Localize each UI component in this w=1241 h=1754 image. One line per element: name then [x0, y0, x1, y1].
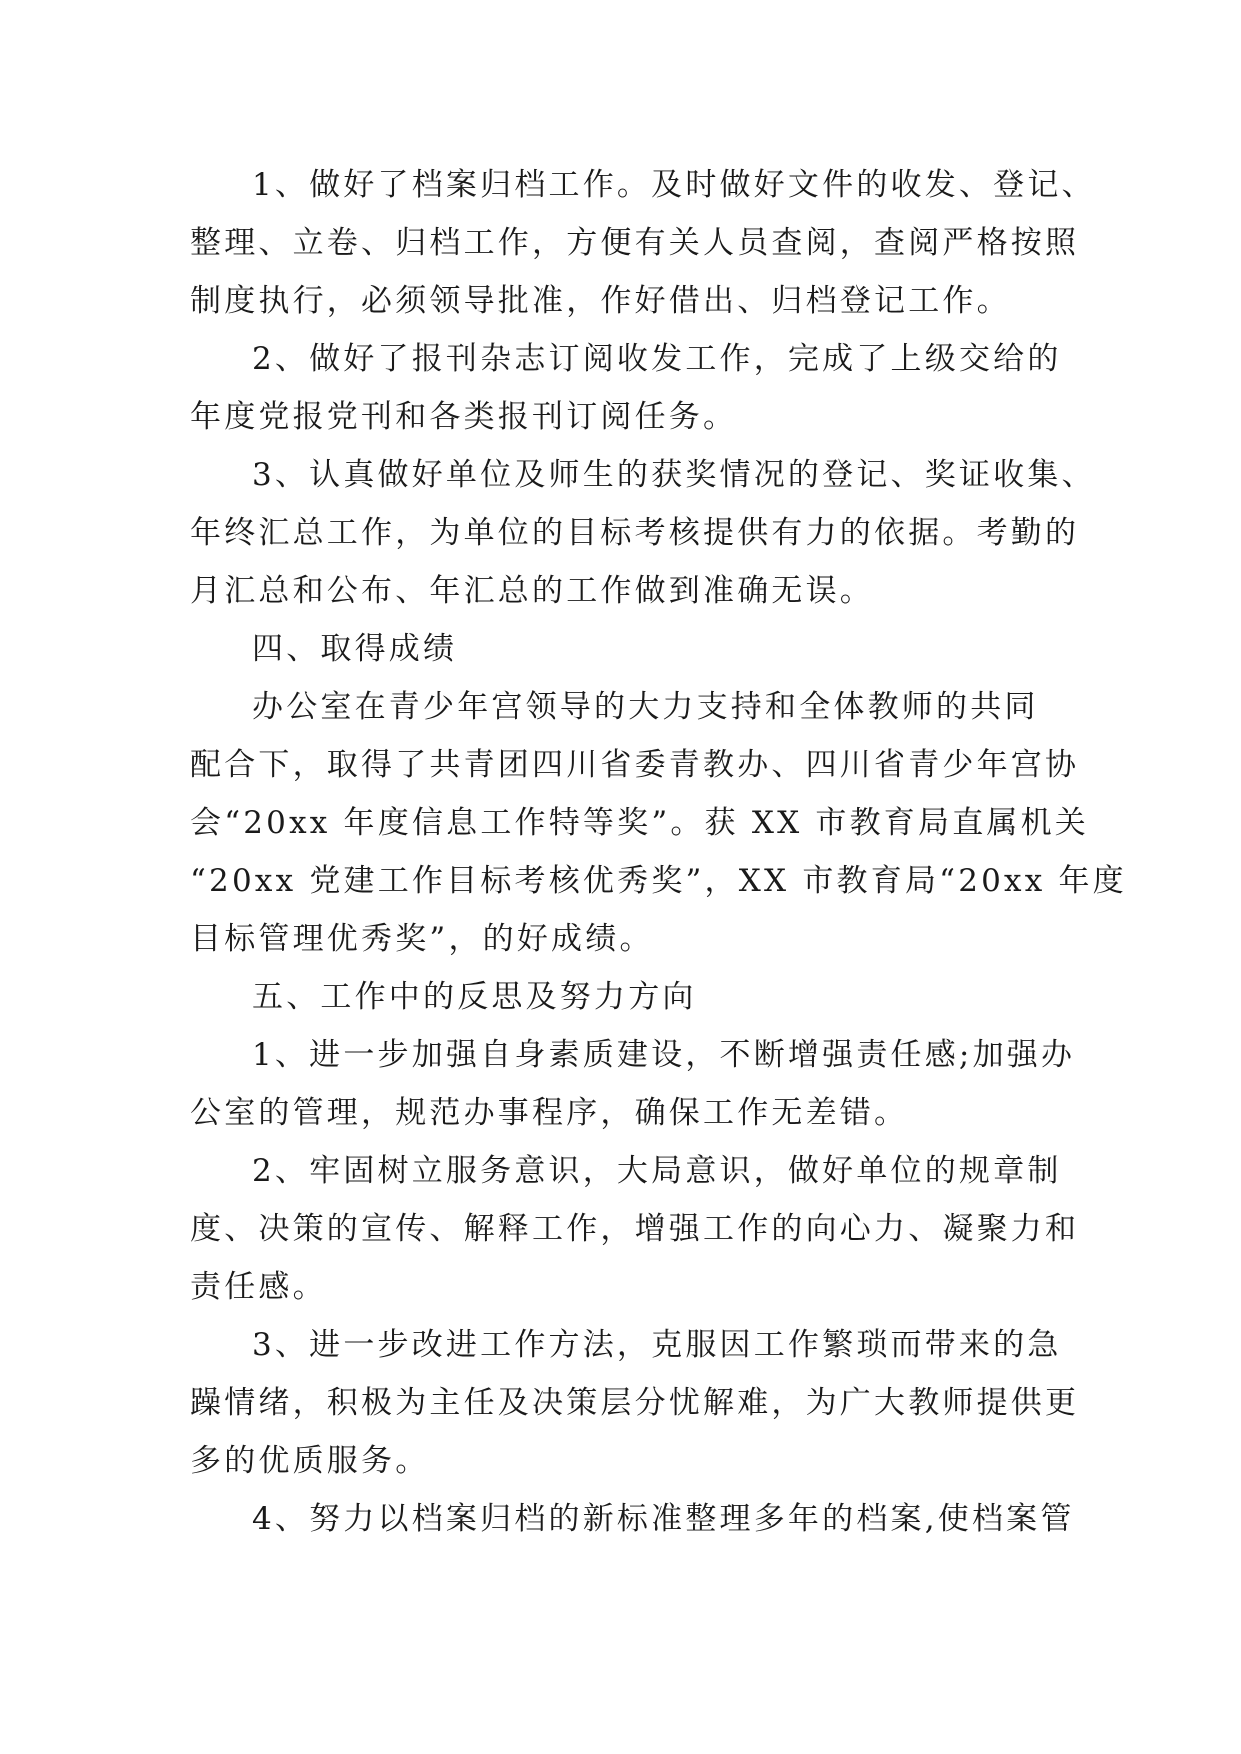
text-line: 3、进一步改进工作方法，克服因工作繁琐而带来的急 [252, 1327, 1062, 1363]
text-line: 躁情绪，积极为主任及决策层分忧解难，为广大教师提供更 [190, 1385, 1080, 1421]
text-line: 月汇总和公布、年汇总的工作做到准确无误。 [190, 573, 874, 609]
text-line: 2、牢固树立服务意识，大局意识，做好单位的规章制 [252, 1153, 1062, 1189]
text-line: 3、认真做好单位及师生的获奖情况的登记、奖证收集、 [252, 457, 1096, 493]
section-heading: 五、工作中的反思及努力方向 [252, 979, 697, 1015]
text-line: 1、做好了档案归档工作。及时做好文件的收发、登记、 [252, 167, 1096, 203]
text-line: 配合下，取得了共青团四川省委青教办、四川省青少年宫协 [190, 747, 1080, 783]
text-line: 年终汇总工作，为单位的目标考核提供有力的依据。考勤的 [190, 515, 1080, 551]
text-line: 4、努力以档案归档的新标准整理多年的档案,使档案管 [252, 1501, 1075, 1537]
text-line: 多的优质服务。 [190, 1443, 430, 1479]
section-heading: 四、取得成绩 [252, 631, 458, 667]
text-line: 1、进一步加强自身素质建设，不断增强责任感;加强办 [252, 1037, 1076, 1073]
text-line: 办公室在青少年宫领导的大力支持和全体教师的共同 [252, 689, 1039, 725]
text-line: 责任感。 [190, 1269, 327, 1305]
text-line: “20xx 党建工作目标考核优秀奖”，XX 市教育局“20xx 年度 [190, 863, 1127, 899]
text-line: 公室的管理，规范办事程序，确保工作无差错。 [190, 1095, 909, 1131]
text-line: 制度执行，必须领导批准，作好借出、归档登记工作。 [190, 283, 1011, 319]
text-line: 2、做好了报刊杂志订阅收发工作，完成了上级交给的 [252, 341, 1062, 377]
text-line: 整理、立卷、归档工作，方便有关人员查阅，查阅严格按照 [190, 225, 1080, 261]
text-line: 年度党报党刊和各类报刊订阅任务。 [190, 399, 738, 435]
text-line: 度、决策的宣传、解释工作，增强工作的向心力、凝聚力和 [190, 1211, 1080, 1247]
text-line: 目标管理优秀奖”，的好成绩。 [190, 921, 654, 957]
text-line: 会“20xx 年度信息工作特等奖”。获 XX 市教育局直属机关 [190, 805, 1090, 841]
